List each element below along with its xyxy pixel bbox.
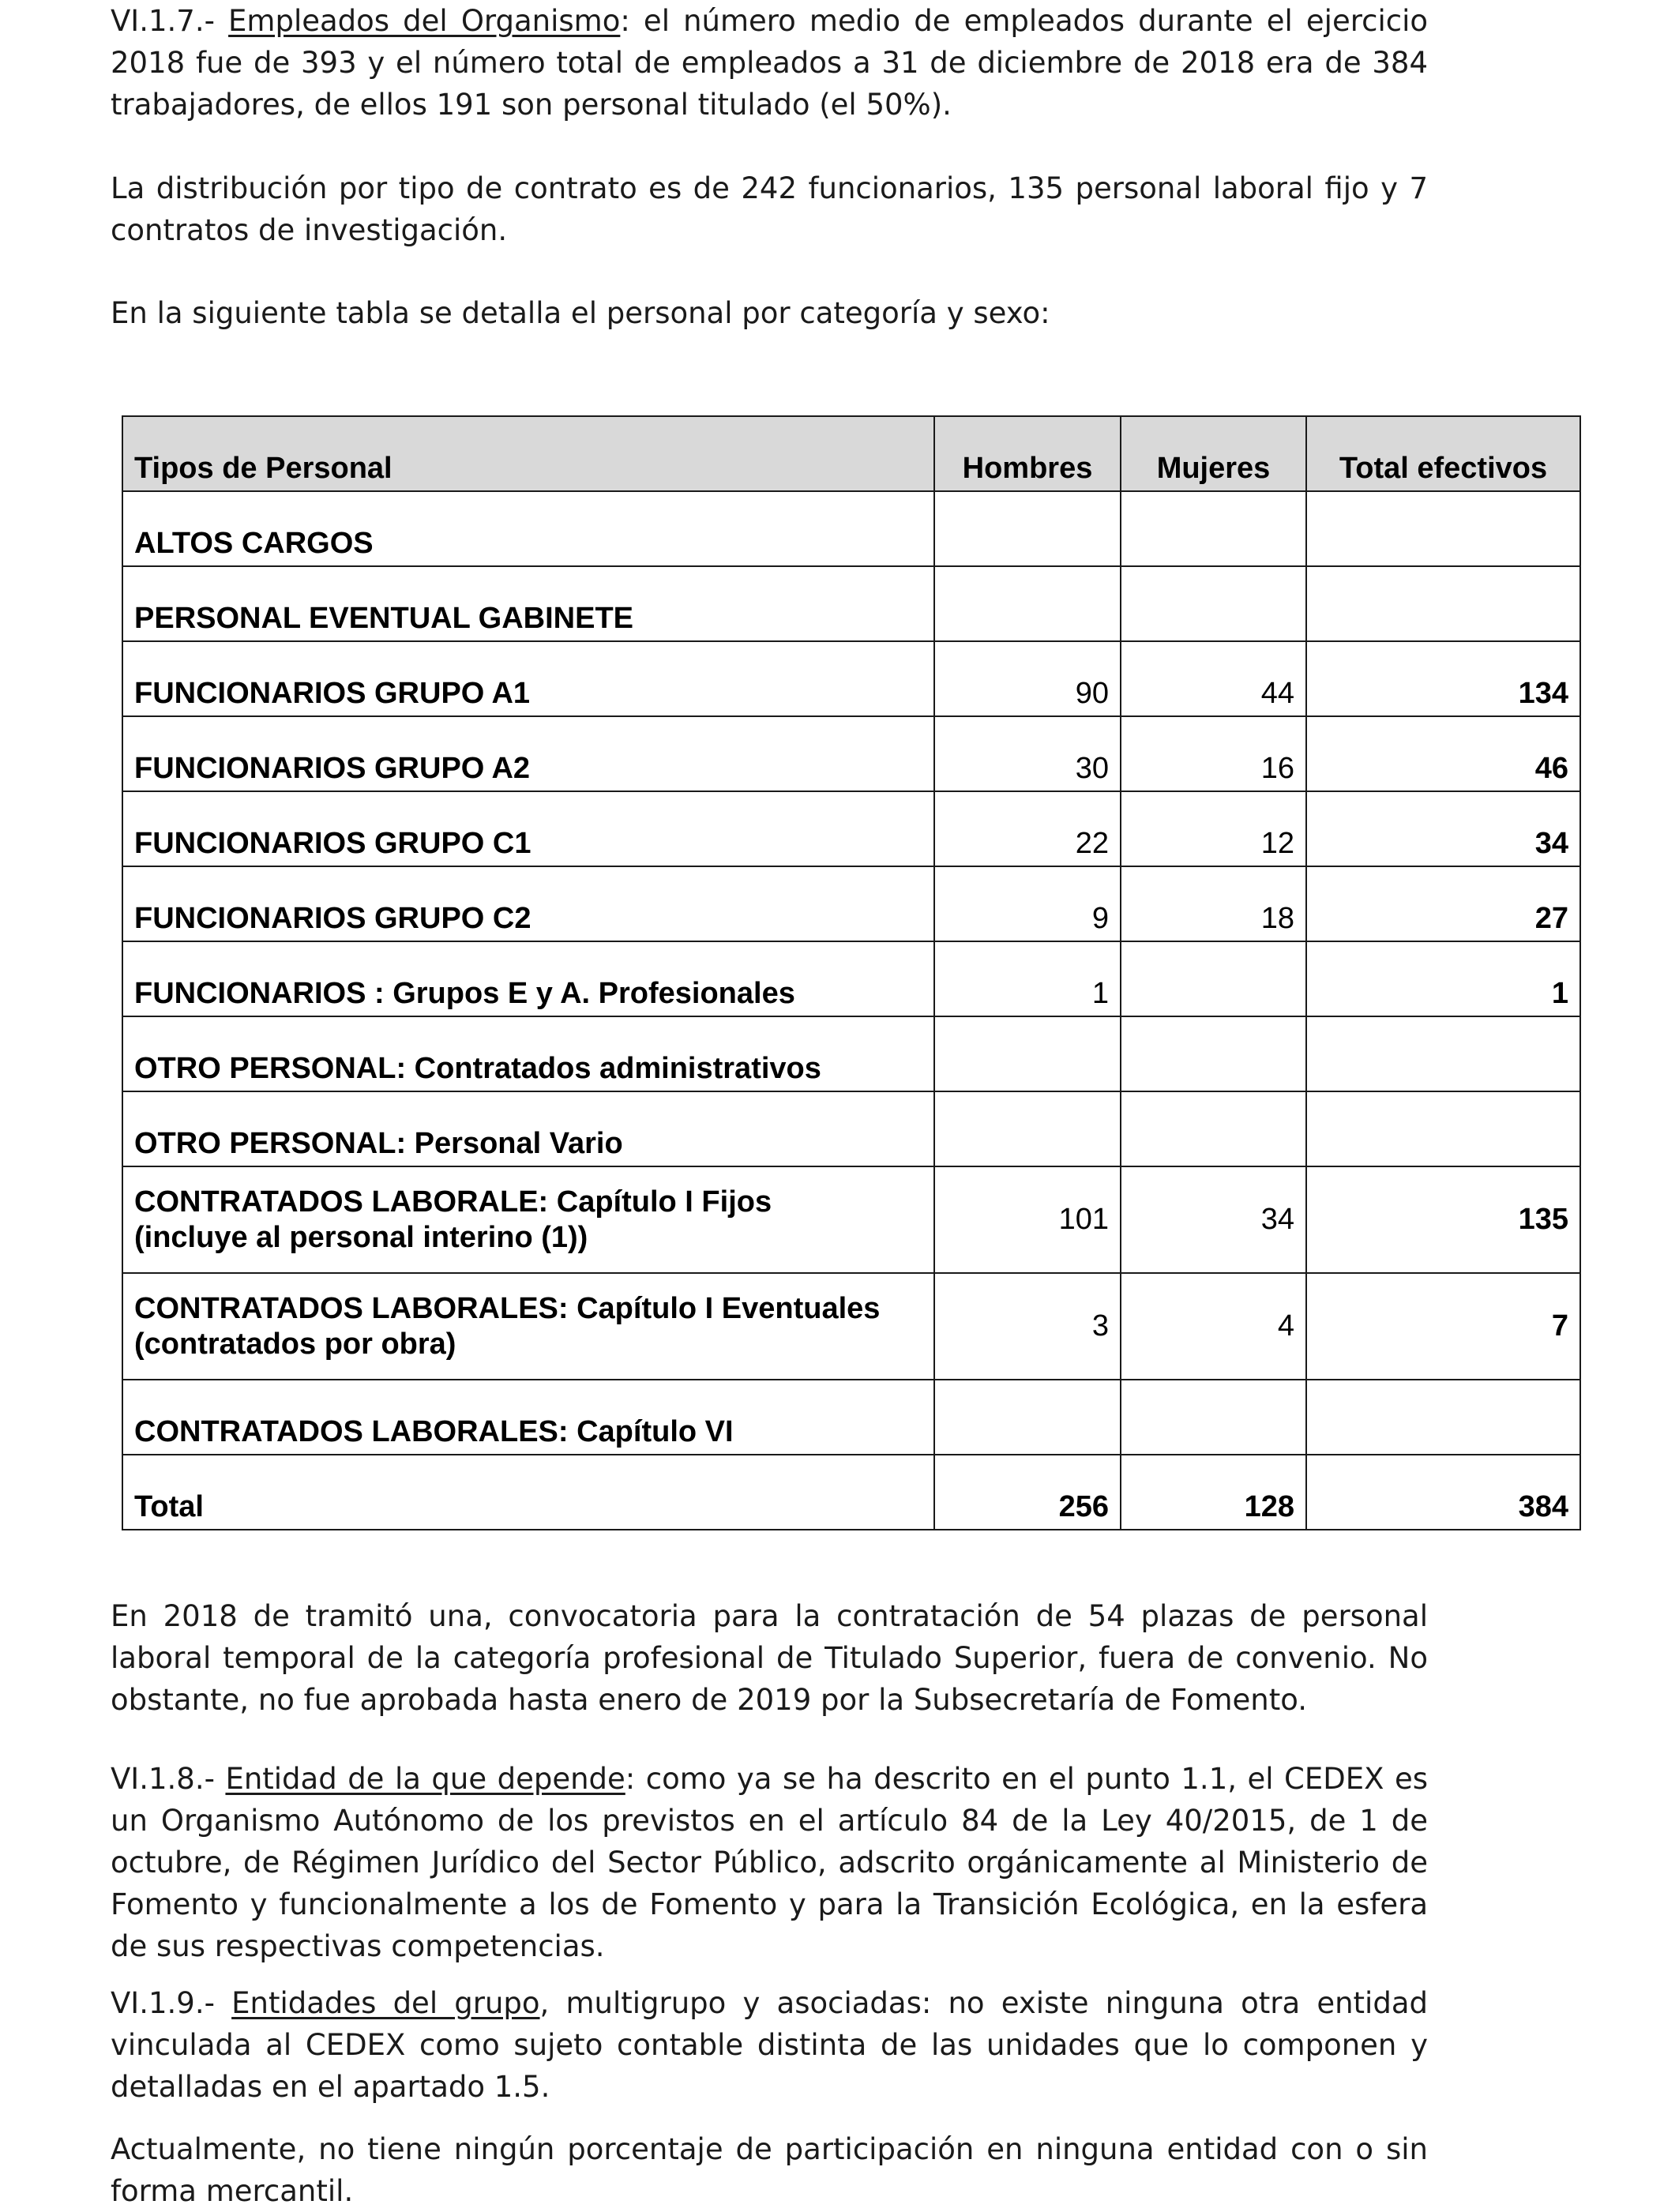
section-number: VI.1.7.- [111,4,229,38]
table-row [122,866,1580,941]
row-label-line-2: (contratados por obra) [134,1327,456,1361]
cell-total [1306,1380,1580,1455]
row-label [122,1273,934,1380]
cell-total: 46 [1306,716,1580,791]
row-label-line: CONTRATADOS LABORALES: Capítulo I Eventuales [134,1291,881,1325]
row-label-line: FUNCIONARIOS : Grupos E y A. Profesionales [134,977,795,1010]
row-label-line: PERSONAL EVENTUAL GABINETE [134,602,634,635]
section-vi-1-8-paragraph [111,1758,1428,1967]
cell-hombres: 9 [934,866,1121,941]
cell-hombres: 1 [934,941,1121,1016]
contract-distribution-paragraph: La distribución por tipo de contrato es de 242 funcionarios, 135 personal laboral fijo y 7 contratos de investigación. [111,171,1428,247]
row-label [122,566,934,641]
cell-hombres [934,1380,1121,1455]
staff-table [122,415,1581,1530]
row-label-line: OTRO PERSONAL: Contratados administrativos [134,1052,821,1085]
cell-total [1306,1091,1580,1166]
header-hombres: Hombres [934,416,1121,491]
cell-total: 34 [1306,791,1580,866]
cell-total [1306,1016,1580,1091]
cell-hombres [934,491,1121,566]
cell-hombres: 22 [934,791,1121,866]
section-vi-1-9-paragraph [111,1982,1428,2108]
row-label [122,866,934,941]
cell-total: 134 [1306,641,1580,716]
cell-hombres: 90 [934,641,1121,716]
table-row [122,641,1580,716]
section-title: Entidades del grupo [231,1986,540,2020]
cell-hombres: 3 [934,1273,1121,1380]
row-label-line: ALTOS CARGOS [134,527,374,560]
cell-hombres [934,1016,1121,1091]
header-mujeres: Mujeres [1121,416,1306,491]
row-label-line: CONTRATADOS LABORALE: Capítulo I Fijos [134,1185,772,1219]
row-label [122,491,934,566]
row-label [122,716,934,791]
table-row [122,1016,1580,1091]
section-text: : el número medio de empleados durante el ejercicio 2018 fue de 393 y el número total de empleados a 31 de diciembre de 2018 era de 384 trabajadores, de ellos 191 son personal titulado (el 50%). [111,4,1429,122]
convocatoria-paragraph: En 2018 de tramitó una, convocatoria para la contratación de 54 plazas de personal laboral temporal de la categoría profesional de Titulado Superior, fuera de convenio. No obstante, no fue aprobada hasta enero de 2019 por la Subsecretaría de Fomento. [111,1599,1428,1717]
cell-mujeres: 16 [1121,716,1306,791]
cell-total: 135 [1306,1166,1580,1273]
table-row [122,491,1580,566]
table-row [122,941,1580,1016]
cell-mujeres [1121,491,1306,566]
section-number: VI.1.8.- [111,1762,226,1796]
total-label: Total [122,1455,934,1530]
table-row [122,1091,1580,1166]
cell-total: 27 [1306,866,1580,941]
cell-mujeres [1121,1380,1306,1455]
row-label-line: FUNCIONARIOS GRUPO A2 [134,752,531,785]
cell-hombres [934,566,1121,641]
cell-total [1306,566,1580,641]
cell-mujeres: 4 [1121,1273,1306,1380]
row-label [122,1166,934,1273]
total-mujeres: 128 [1121,1455,1306,1530]
table-intro-paragraph: En la siguiente tabla se detalla el personal por categoría y sexo: [111,296,1050,330]
table-total-row [122,1455,1580,1530]
table-row [122,791,1580,866]
row-label-line: FUNCIONARIOS GRUPO A1 [134,677,531,710]
cell-hombres [934,1091,1121,1166]
cell-mujeres: 12 [1121,791,1306,866]
section-title: Entidad de la que depende [225,1762,625,1796]
row-label-line-2: (incluye al personal interino (1)) [134,1220,588,1254]
section-text: : como ya se ha descrito en el punto 1.1, el CEDEX es un Organismo Autónomo de los previstos en el artículo 84 de la Ley 40/2015, de 1 de octubre, de Régimen Jurídico del Sector Público, adscrito orgánicamente al Ministerio de Fomento y funcionalmente a los de Fomento y para la Transición Ecológica, en la esfera de sus respectivas competencias. [111,1762,1428,1963]
row-label-line: FUNCIONARIOS GRUPO C2 [134,902,531,935]
table-row [122,716,1580,791]
section-vi-1-7-paragraph [111,0,1428,126]
cell-mujeres [1121,941,1306,1016]
cell-total [1306,491,1580,566]
cell-total: 1 [1306,941,1580,1016]
cell-mujeres [1121,1016,1306,1091]
row-label-line: FUNCIONARIOS GRUPO C1 [134,827,531,860]
row-label [122,641,934,716]
total-hombres: 256 [934,1455,1121,1530]
cell-hombres: 30 [934,716,1121,791]
section-number: VI.1.9.- [111,1986,232,2020]
row-label [122,1091,934,1166]
cell-mujeres: 18 [1121,866,1306,941]
table-row [122,1380,1580,1455]
table-row [122,1273,1580,1380]
row-label [122,1380,934,1455]
cell-hombres: 101 [934,1166,1121,1273]
table-header-row [122,416,1580,491]
cell-mujeres: 44 [1121,641,1306,716]
header-tipos: Tipos de Personal [122,416,934,491]
table-row [122,1166,1580,1273]
cell-mujeres [1121,1091,1306,1166]
participation-paragraph: Actualmente, no tiene ningún porcentaje de participación en ninguna entidad con o sin forma mercantil. [111,2132,1428,2208]
row-label-line: CONTRATADOS LABORALES: Capítulo VI [134,1415,734,1448]
row-label [122,791,934,866]
cell-total: 7 [1306,1273,1580,1380]
section-title: Empleados del Organismo [228,4,621,38]
row-label [122,1016,934,1091]
total-efectivos: 384 [1306,1455,1580,1530]
row-label-line: OTRO PERSONAL: Personal Vario [134,1127,623,1160]
row-label [122,941,934,1016]
cell-mujeres: 34 [1121,1166,1306,1273]
header-total: Total efectivos [1306,416,1580,491]
table-row [122,566,1580,641]
section-text: , multigrupo y asociadas: no existe ninguna otra entidad vinculada al CEDEX como sujeto contable distinta de las unidades que lo componen y detalladas en el apartado 1.5. [111,1986,1428,2104]
cell-mujeres [1121,566,1306,641]
